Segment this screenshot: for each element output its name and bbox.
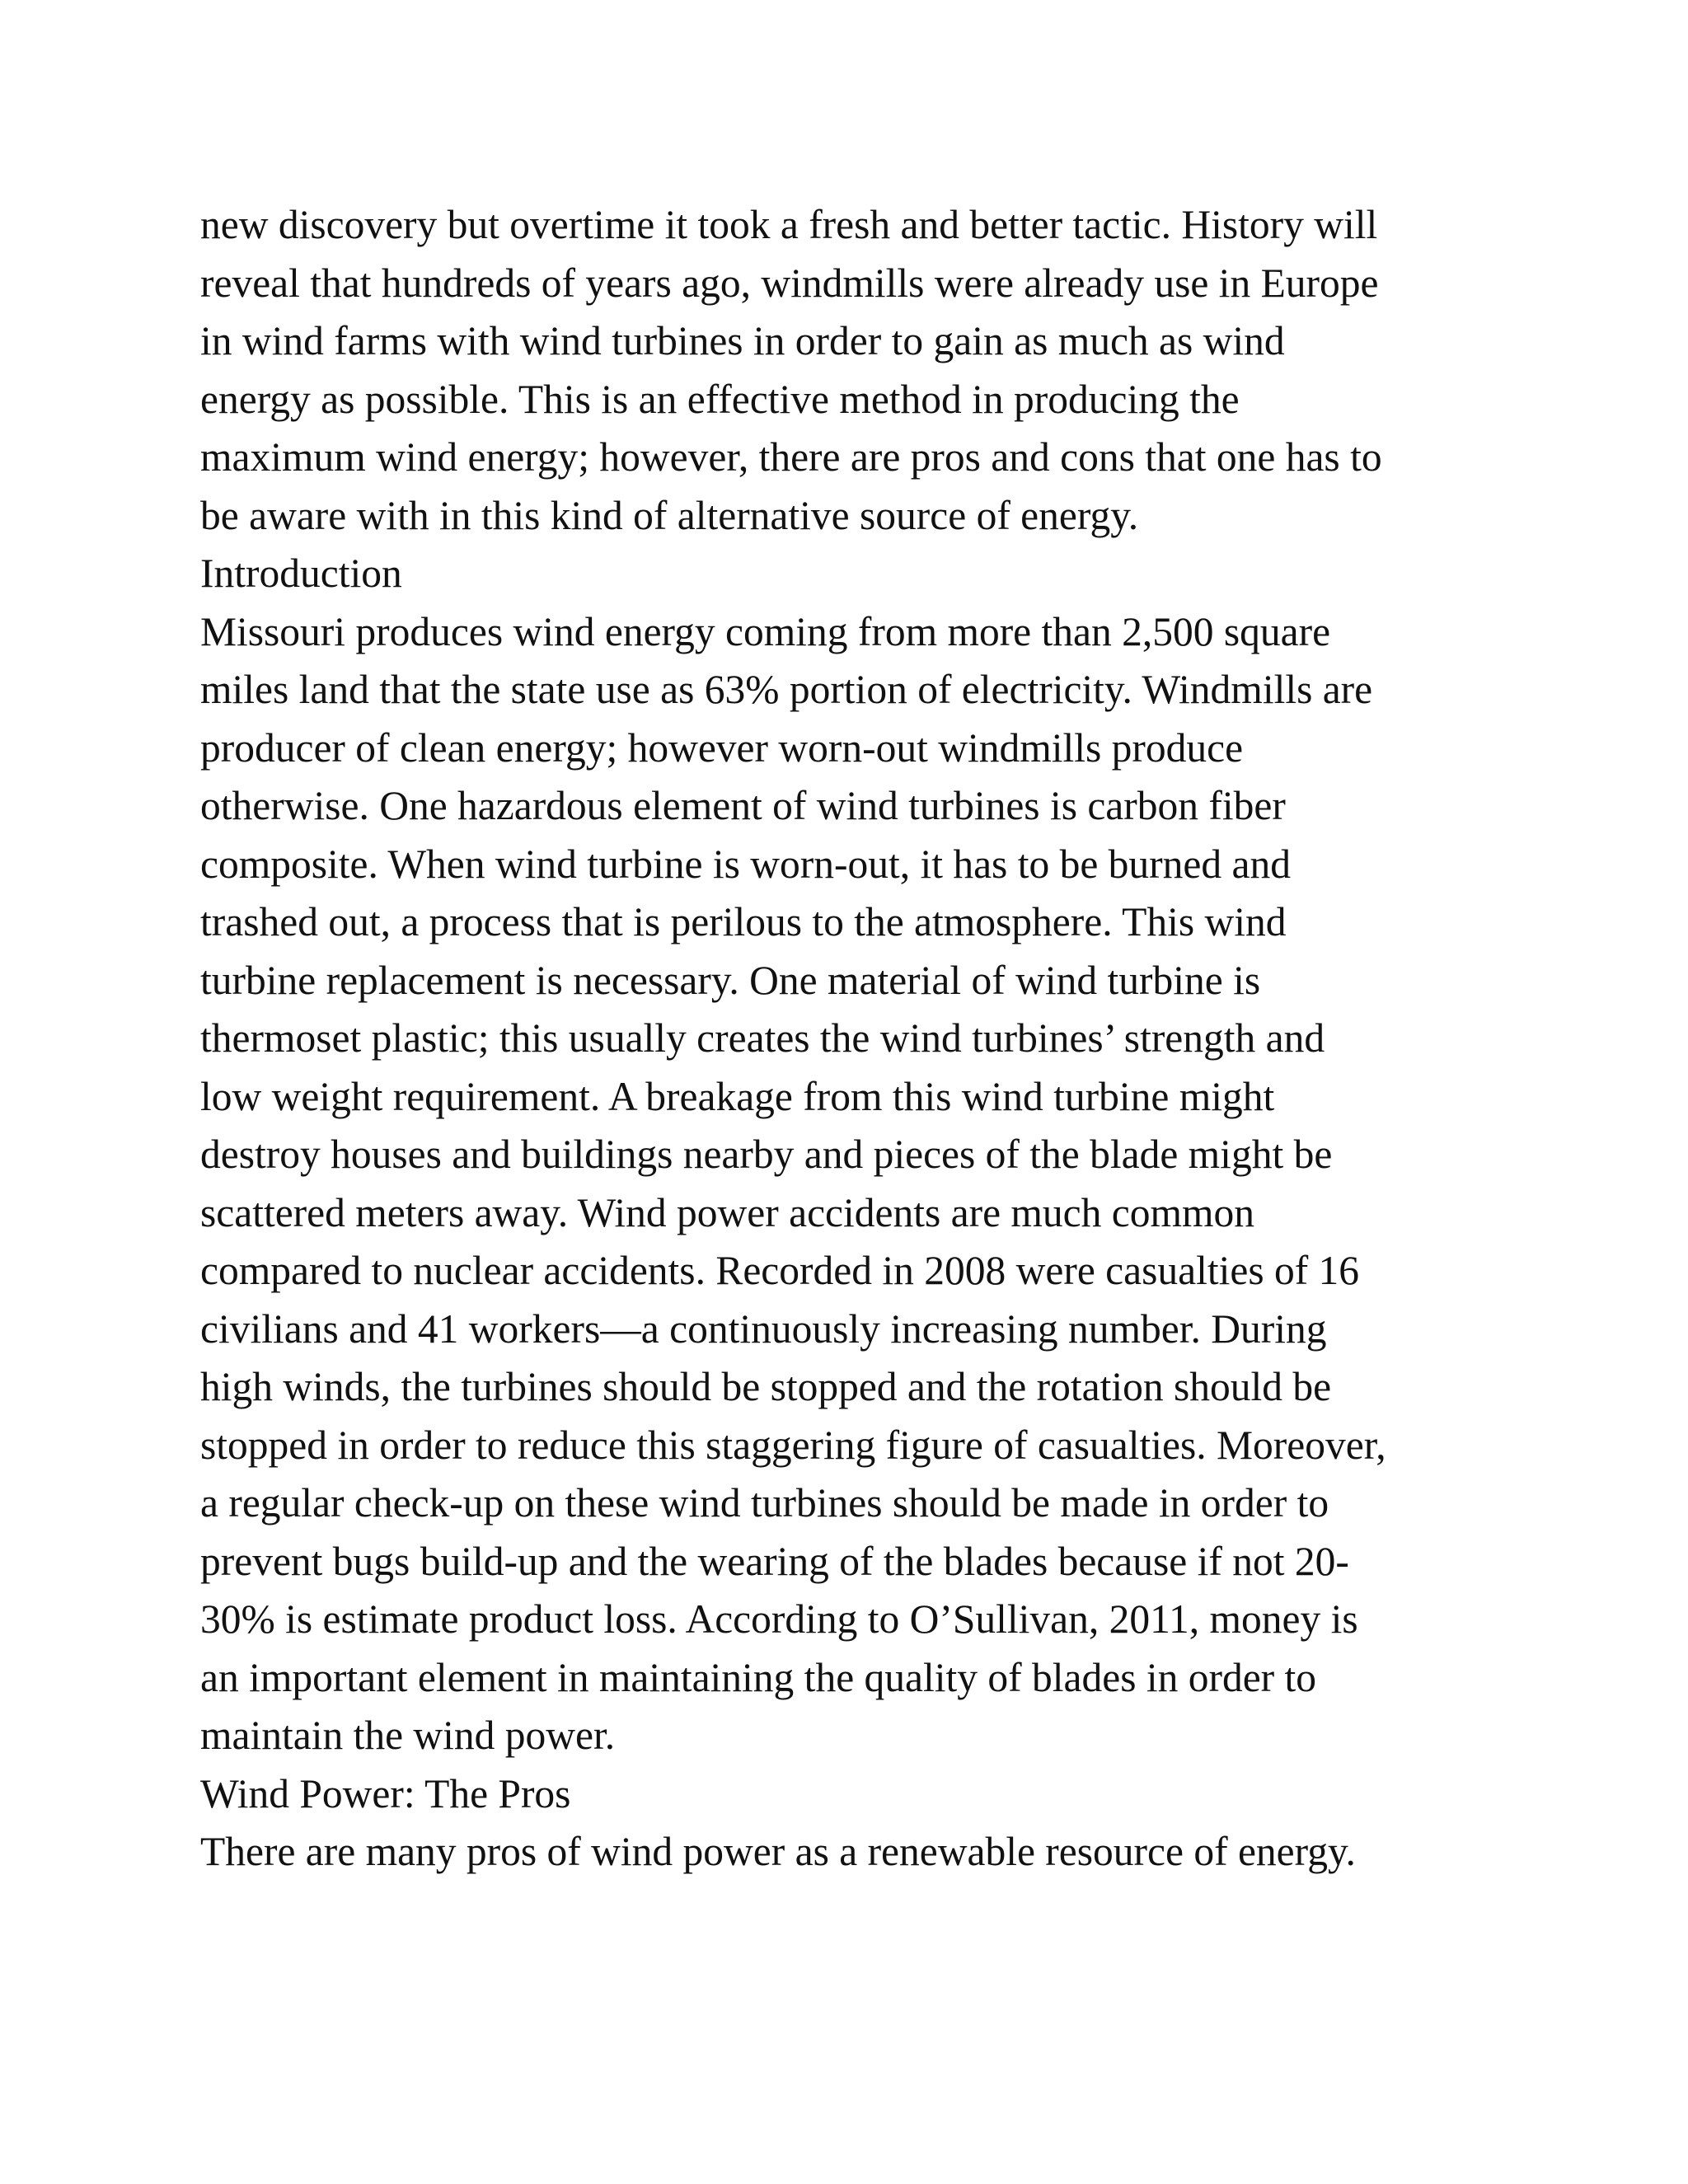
text-line: scattered meters away. Wind power accidents are much common xyxy=(200,1189,1254,1235)
text-line: Missouri produces wind energy coming from more than 2,500 square xyxy=(200,608,1331,654)
text-line: maintain the wind power. xyxy=(200,1713,616,1758)
text-line: destroy houses and buildings nearby and pieces of the blade might be xyxy=(200,1132,1333,1177)
text-line: stopped in order to reduce this staggering figure of casualties. Moreover, xyxy=(200,1422,1386,1468)
text-line: low weight requirement. A breakage from this wind turbine might xyxy=(200,1073,1275,1119)
text-line: new discovery but overtime it took a fresh and better tactic. History will xyxy=(200,202,1378,247)
text-line: maximum wind energy; however, there are pros and cons that one has to xyxy=(200,434,1382,480)
text-line: prevent bugs build-up and the wearing of the blades because if not 20- xyxy=(200,1538,1349,1584)
text-line: be aware with in this kind of alternative source of energy. xyxy=(200,492,1139,538)
text-line: reveal that hundreds of years ago, windmills were already use in Europe xyxy=(200,260,1379,306)
section-heading-wind-power-pros: Wind Power: The Pros xyxy=(200,1770,571,1816)
text-line: compared to nuclear accidents. Recorded in 2008 were casualties of 16 xyxy=(200,1248,1360,1293)
text-line: a regular check-up on these wind turbines should be made in order to xyxy=(200,1480,1329,1526)
text-line: producer of clean energy; however worn-out windmills produce xyxy=(200,724,1244,771)
text-line: in wind farms with wind turbines in order to gain as much as wind xyxy=(200,318,1285,363)
text-line: high winds, the turbines should be stopped and the rotation should be xyxy=(200,1364,1332,1409)
text-line: trashed out, a process that is perilous to the atmosphere. This wind xyxy=(200,899,1287,944)
text-line: thermoset plastic; this usually creates the wind turbines’ strength and xyxy=(200,1015,1325,1061)
text-line: There are many pros of wind power as a renewable resource of energy. xyxy=(200,1829,1356,1874)
text-line: civilians and 41 workers—a continuously increasing number. During xyxy=(200,1305,1327,1352)
text-line: an important element in maintaining the quality of blades in order to xyxy=(200,1654,1317,1700)
text-line: 30% is estimate product loss. According to O’Sullivan, 2011, money is xyxy=(200,1596,1358,1642)
text-line: energy as possible. This is an effective method in producing the xyxy=(200,376,1240,422)
text-line: turbine replacement is necessary. One material of wind turbine is xyxy=(200,957,1261,1003)
text-line: miles land that the state use as 63% portion of electricity. Windmills are xyxy=(200,667,1373,712)
text-line: otherwise. One hazardous element of wind turbines is carbon fiber xyxy=(200,783,1286,828)
body-text xyxy=(200,196,1503,1882)
section-heading-introduction: Introduction xyxy=(200,551,402,596)
text-line: composite. When wind turbine is worn-out, it has to be burned and xyxy=(200,841,1291,887)
